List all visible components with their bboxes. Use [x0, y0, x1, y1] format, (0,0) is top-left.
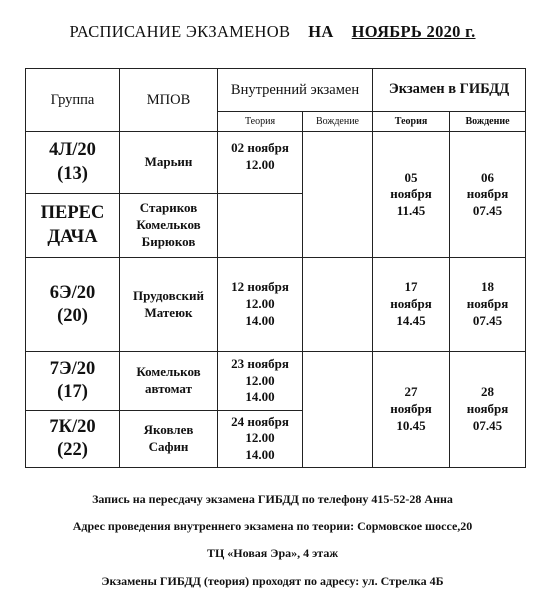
internal-theory-cell: 24 ноября 12.00 14.00 — [218, 410, 303, 467]
internal-theory-cell — [218, 193, 303, 257]
header-gibdd-exam: Экзамен в ГИБДД — [373, 69, 526, 112]
schedule-table — [25, 68, 526, 468]
mpov-cell: Марьин — [120, 132, 218, 193]
internal-driving-cell — [303, 258, 373, 352]
gibdd-driving-cell: 18 ноября 07.45 — [450, 258, 526, 352]
gibdd-theory-cell: 17 ноября 14.45 — [373, 258, 450, 352]
header-group: Группа — [26, 69, 120, 132]
gibdd-theory-cell: 05 ноября 11.45 — [373, 132, 450, 258]
title-left: РАСПИСАНИЕ ЭКЗАМЕНОВ — [69, 22, 291, 41]
header-gibdd-driving: Вождение — [450, 111, 526, 131]
header-gibdd-theory: Теория — [373, 111, 450, 131]
note-retake-signup: Запись на пересдачу экзамена ГИБДД по телефону 415-52-28 Анна — [92, 492, 453, 506]
internal-driving-cell — [303, 352, 373, 468]
header-internal-driving: Вождение — [303, 111, 373, 131]
group-cell: ПЕРЕС ДАЧА — [26, 193, 120, 257]
title-mid: НА — [308, 22, 334, 41]
header-internal-theory: Теория — [218, 111, 303, 131]
header-internal-exam: Внутренний экзамен — [218, 69, 373, 112]
note-gibdd-address: Экзамены ГИБДД (теория) проходят по адресу: ул. Стрелка 4Б — [101, 574, 444, 588]
header-mpov: МПОВ — [120, 69, 218, 132]
note-mall-floor: ТЦ «Новая Эра», 4 этаж — [206, 546, 339, 560]
group-cell: 7Э/20 (17) — [26, 352, 120, 410]
mpov-cell: Комельков автомат — [120, 352, 218, 410]
note-internal-address: Адрес проведения внутреннего экзамена по теории: Сормовское шоссе,20 — [72, 519, 473, 533]
mpov-cell: Прудовский Матеюк — [120, 258, 218, 352]
title-month: НОЯБРЬ 2020 г. — [351, 22, 476, 41]
gibdd-driving-cell: 28 ноября 07.45 — [450, 352, 526, 468]
internal-theory-cell: 12 ноября 12.00 14.00 — [218, 258, 303, 352]
internal-driving-cell — [303, 132, 373, 258]
internal-theory-cell: 02 ноября 12.00 — [218, 132, 303, 193]
gibdd-driving-cell: 06 ноября 07.45 — [450, 132, 526, 258]
gibdd-theory-cell: 27 ноября 10.45 — [373, 352, 450, 468]
group-cell: 4Л/20 (13) — [26, 132, 120, 193]
page-title — [0, 22, 545, 42]
internal-theory-cell: 23 ноября 12.00 14.00 — [218, 352, 303, 410]
group-cell: 7К/20 (22) — [26, 410, 120, 467]
group-cell: 6Э/20 (20) — [26, 258, 120, 352]
mpov-cell: Яковлев Сафин — [120, 410, 218, 467]
mpov-cell: Стариков Комельков Бирюков — [120, 193, 218, 257]
